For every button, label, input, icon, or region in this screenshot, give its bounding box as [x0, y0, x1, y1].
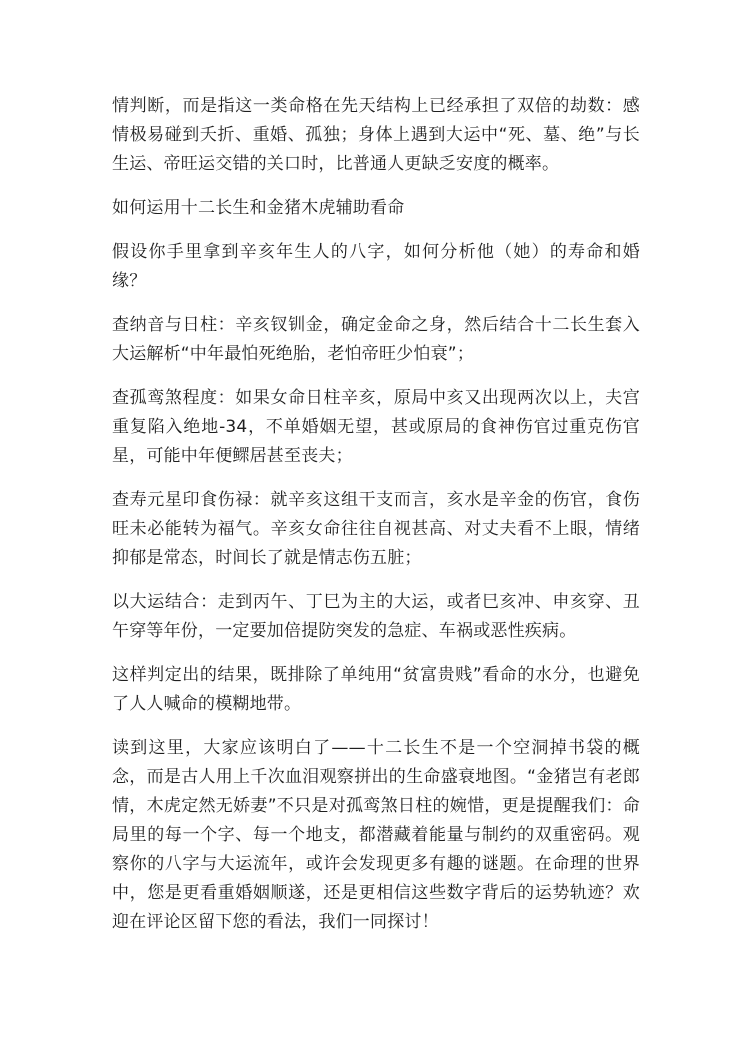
paragraph-intro-continuation: 情判断，而是指这一类命格在先天结构上已经承担了双倍的劫数：感情极易碰到夭折、重婚、孤独；身体上遇到大运中“死、墓、绝”与长生运、帝旺运交错的关口时，比普通人更缺乏安度的概率。	[112, 96, 640, 174]
paragraph-step-nayin: 查纳音与日柱：辛亥钗钏金，确定金命之身，然后结合十二长生套入大运解析“中年最怕死绝胎，老怕帝旺少怕衰”；	[112, 315, 640, 364]
paragraph-step-guluan: 查孤鸾煞程度：如果女命日柱辛亥，原局中亥又出现两次以上，夫宫重复陷入绝地-34，不单婚姻无望，甚或原局的食神伤官过重克伤官星，可能中年便鳏居甚至丧夫；	[112, 388, 640, 466]
paragraph-step-shouyuan: 查寿元星印食伤禄：就辛亥这组干支而言，亥水是辛金的伤官，食伤旺未必能转为福气。辛亥女命往往自视甚高、对丈夫看不上眼，情绪抑郁是常态，时间长了就是情志伤五脏；	[112, 490, 640, 568]
paragraph-conclusion: 读到这里，大家应该明白了——十二长生不是一个空洞掉书袋的概念，而是古人用上千次血泪观察拼出的生命盛衰地图。“金猪岂有老郎情，木虎定然无娇妻”不只是对孤鸾煞日柱的婉惜，更是提醒我们：命局里的每一个字、每一个地支，都潜藏着能量与制约的双重密码。观察你的八字与大运流年，或许会发现更多有趣的谜题。在命理的世界中，您是更看重婚姻顺遂，还是更相信这些数字背后的运势轨迹？欢迎在评论区留下您的看法，我们一同探讨！	[112, 738, 640, 932]
article-body	[112, 92, 640, 952]
paragraph-question: 假设你手里拿到辛亥年生人的八字，如何分析他（她）的寿命和婚缘？	[112, 242, 640, 291]
paragraph-step-dayun: 以大运结合：走到丙午、丁巳为主的大运，或者巳亥冲、申亥穿、丑午穿等年份，一定要加倍提防突发的急症、车祸或恶性疾病。	[112, 592, 640, 641]
section-heading: 如何运用十二长生和金猪木虎辅助看命	[112, 198, 405, 218]
paragraph-result: 这样判定出的结果，既排除了单纯用“贫富贵贱”看命的水分，也避免了人人喊命的模糊地带。	[112, 665, 640, 714]
